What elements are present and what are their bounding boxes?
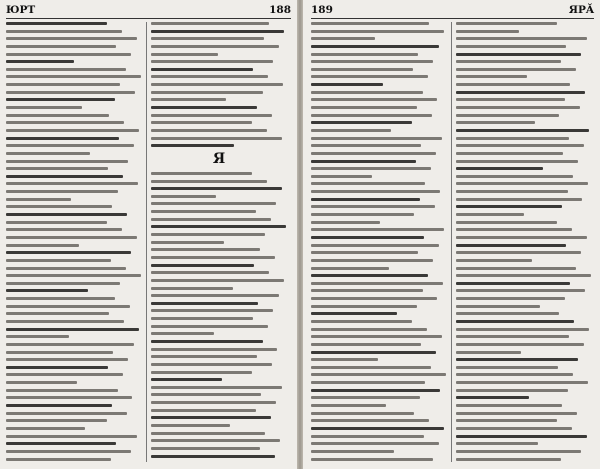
text-line (456, 37, 587, 40)
text-line (6, 267, 126, 270)
text-line (151, 256, 275, 259)
text-line (456, 221, 557, 224)
left-column-1 (6, 22, 142, 468)
text-line (456, 182, 588, 185)
text-line (151, 386, 282, 389)
text-line (456, 328, 589, 331)
left-column-2 (151, 22, 287, 468)
text-line (151, 455, 275, 458)
text-line (311, 335, 442, 338)
text-line (311, 137, 442, 140)
text-line (151, 401, 276, 404)
text-line (6, 182, 138, 185)
text-line (311, 320, 412, 323)
text-line (6, 366, 108, 369)
text-line (6, 396, 132, 399)
text-line (6, 450, 131, 453)
text-line (151, 348, 277, 351)
text-line (311, 435, 424, 438)
text-line (311, 328, 427, 331)
text-line (456, 343, 584, 346)
left-page-number: 188 (269, 4, 291, 16)
text-line (311, 205, 435, 208)
text-line (456, 98, 565, 101)
text-line (6, 419, 107, 422)
text-line (151, 60, 273, 63)
text-line (151, 409, 256, 412)
text-line (311, 282, 443, 285)
text-line (6, 68, 126, 71)
text-line (311, 404, 386, 407)
right-page (303, 0, 600, 469)
text-line (151, 233, 265, 236)
text-line (456, 236, 587, 239)
text-line (456, 60, 561, 63)
text-line (456, 366, 558, 369)
text-line (456, 351, 521, 354)
text-line (6, 53, 131, 56)
text-line (456, 114, 559, 117)
text-line (311, 68, 413, 71)
text-line (151, 210, 256, 213)
right-column-divider (451, 22, 452, 462)
right-running-head: ЯРĂ (568, 4, 594, 16)
text-line (151, 432, 265, 435)
text-line (6, 221, 107, 224)
text-line (456, 274, 591, 277)
text-line (311, 305, 417, 308)
text-line (6, 282, 120, 285)
text-line (151, 114, 272, 117)
text-line (151, 340, 263, 343)
text-line (456, 381, 588, 384)
text-line (456, 427, 572, 430)
text-line (151, 302, 258, 305)
text-line (6, 152, 90, 155)
text-line (151, 264, 254, 267)
text-line (456, 83, 570, 86)
text-line (151, 187, 282, 190)
text-line (456, 419, 557, 422)
text-line (311, 244, 439, 247)
text-line (456, 389, 568, 392)
right-column-2 (456, 22, 592, 468)
text-line (6, 427, 85, 430)
text-line (151, 294, 279, 297)
text-line (456, 160, 578, 163)
text-line (456, 373, 573, 376)
text-line (6, 228, 122, 231)
text-line (6, 160, 128, 163)
text-line (151, 106, 257, 109)
text-line (6, 343, 134, 346)
text-line (311, 152, 436, 155)
text-line (151, 98, 226, 101)
text-line (311, 458, 433, 461)
text-line (456, 396, 529, 399)
text-line (311, 75, 428, 78)
text-line (311, 427, 444, 430)
text-line (6, 213, 127, 216)
right-columns (311, 22, 594, 468)
text-line (311, 251, 418, 254)
right-page-number: 189 (311, 4, 333, 16)
left-header-rule (6, 18, 291, 19)
text-line (311, 53, 418, 56)
text-line (6, 236, 137, 239)
text-line (151, 202, 276, 205)
text-line (311, 373, 446, 376)
text-line (311, 144, 421, 147)
text-line (6, 312, 109, 315)
text-line (151, 172, 252, 175)
left-running-head: ЮРТ (6, 4, 36, 16)
text-line (456, 22, 557, 25)
left-page (0, 0, 297, 469)
text-line (6, 305, 130, 308)
left-col2-top (151, 22, 287, 147)
text-line (151, 325, 268, 328)
text-line (456, 198, 582, 201)
text-line (151, 218, 271, 221)
text-line (311, 91, 423, 94)
text-line (151, 30, 284, 33)
text-line (456, 259, 532, 262)
text-line (456, 289, 585, 292)
text-line (151, 271, 269, 274)
section-letter: Я (212, 150, 226, 167)
text-line (311, 228, 444, 231)
left-column-divider (146, 22, 147, 462)
text-line (456, 68, 576, 71)
text-line (311, 419, 429, 422)
text-line (311, 312, 397, 315)
text-line (151, 363, 272, 366)
text-line (311, 259, 433, 262)
text-line (6, 335, 69, 338)
text-line (456, 175, 573, 178)
text-line (311, 221, 380, 224)
text-line (311, 22, 429, 25)
text-line (151, 447, 260, 450)
text-line (6, 404, 112, 407)
text-line (151, 45, 279, 48)
text-line (311, 198, 420, 201)
text-line (6, 37, 137, 40)
text-line (456, 75, 527, 78)
text-line (6, 60, 74, 63)
text-line (456, 137, 569, 140)
text-line (311, 381, 425, 384)
text-line (6, 106, 82, 109)
text-line (151, 248, 260, 251)
text-line (456, 91, 585, 94)
text-line (311, 442, 439, 445)
text-line (456, 129, 589, 132)
text-line (6, 144, 134, 147)
text-line (151, 83, 283, 86)
text-line (311, 182, 425, 185)
text-line (456, 435, 587, 438)
text-line (311, 160, 416, 163)
text-line (6, 442, 116, 445)
text-line (456, 458, 561, 461)
text-line (151, 68, 253, 71)
text-line (311, 175, 372, 178)
text-line (311, 366, 431, 369)
text-line (311, 412, 414, 415)
text-line (151, 137, 282, 140)
text-line (456, 358, 578, 361)
text-line (6, 389, 118, 392)
text-line (151, 355, 257, 358)
text-line (6, 458, 111, 461)
text-line (311, 83, 383, 86)
text-line (151, 195, 216, 198)
text-line (456, 45, 566, 48)
text-line (311, 267, 389, 270)
text-line (151, 439, 280, 442)
text-line (311, 389, 440, 392)
text-line (6, 129, 139, 132)
text-line (311, 351, 436, 354)
text-line (311, 60, 433, 63)
text-line (151, 180, 267, 183)
text-line (151, 22, 269, 25)
text-line (6, 373, 123, 376)
text-line (6, 259, 111, 262)
text-line (151, 75, 268, 78)
text-line (311, 343, 421, 346)
text-line (151, 225, 286, 228)
text-line (6, 83, 120, 86)
text-line (6, 121, 124, 124)
text-line (456, 190, 568, 193)
text-line (151, 241, 224, 244)
text-line (311, 121, 412, 124)
text-line (311, 297, 437, 300)
text-line (6, 320, 124, 323)
text-line (151, 317, 253, 320)
text-line (6, 328, 139, 331)
text-line (6, 274, 141, 277)
text-line (311, 114, 432, 117)
text-line (151, 144, 234, 147)
text-line (6, 412, 127, 415)
text-line (311, 213, 414, 216)
text-line (6, 198, 71, 201)
text-line (311, 236, 424, 239)
text-line (456, 312, 559, 315)
text-line (456, 251, 581, 254)
text-line (311, 45, 439, 48)
text-line (456, 335, 569, 338)
text-line (151, 287, 233, 290)
text-line (456, 152, 563, 155)
text-line (151, 91, 263, 94)
left-col2-bottom (151, 172, 287, 458)
text-line (151, 279, 284, 282)
text-line (6, 244, 79, 247)
text-line (6, 114, 109, 117)
text-line (456, 297, 565, 300)
text-line (6, 358, 128, 361)
text-line (6, 98, 115, 101)
text-line (456, 404, 562, 407)
text-line (311, 274, 428, 277)
text-line (6, 251, 131, 254)
text-line (456, 282, 570, 285)
text-line (6, 289, 88, 292)
text-line (456, 267, 576, 270)
text-line (456, 121, 535, 124)
text-line (6, 137, 119, 140)
text-line (311, 190, 440, 193)
text-line (151, 371, 252, 374)
left-page-header (6, 3, 291, 17)
text-line (151, 393, 261, 396)
text-line (151, 332, 214, 335)
text-line (456, 442, 538, 445)
text-line (311, 37, 375, 40)
text-line (311, 450, 394, 453)
text-line (151, 309, 273, 312)
right-page-header (311, 3, 594, 17)
right-header-rule (311, 18, 594, 19)
right-column-1 (311, 22, 447, 468)
text-line (151, 416, 271, 419)
text-line (456, 213, 524, 216)
text-line (456, 106, 580, 109)
text-line (456, 53, 581, 56)
text-line (6, 167, 108, 170)
text-line (456, 450, 581, 453)
text-line (311, 289, 423, 292)
left-columns (6, 22, 291, 468)
text-line (6, 205, 112, 208)
text-line (311, 98, 437, 101)
text-line (6, 435, 137, 438)
text-line (456, 205, 562, 208)
text-line (311, 30, 444, 33)
text-line (6, 351, 113, 354)
text-line (6, 381, 77, 384)
text-line (6, 190, 118, 193)
text-line (6, 175, 123, 178)
text-line (151, 53, 218, 56)
text-line (6, 297, 115, 300)
text-line (456, 228, 572, 231)
text-line (456, 30, 519, 33)
text-line (311, 396, 420, 399)
text-line (456, 305, 540, 308)
text-line (311, 167, 431, 170)
text-line (456, 167, 543, 170)
text-line (456, 320, 574, 323)
text-line (6, 45, 116, 48)
text-line (311, 129, 391, 132)
text-line (151, 37, 264, 40)
text-line (6, 75, 141, 78)
text-line (456, 244, 566, 247)
text-line (151, 424, 230, 427)
text-line (6, 91, 135, 94)
text-line (456, 144, 584, 147)
text-line (151, 378, 222, 381)
text-line (151, 121, 252, 124)
text-line (311, 106, 417, 109)
text-line (6, 30, 122, 33)
text-line (311, 358, 378, 361)
text-line (151, 129, 267, 132)
text-line (456, 412, 577, 415)
text-line (6, 22, 107, 25)
